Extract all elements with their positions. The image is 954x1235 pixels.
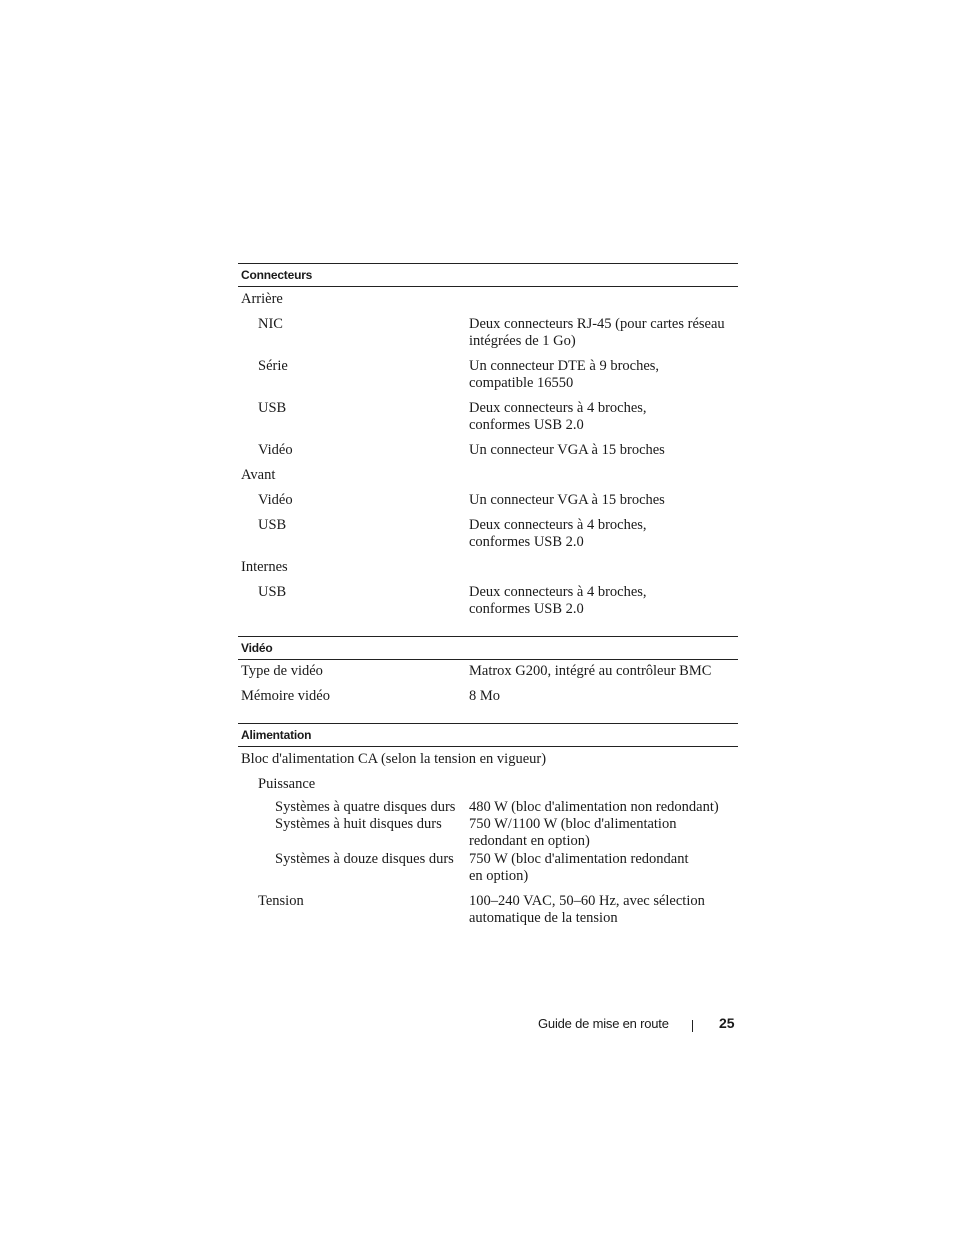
row-label: Systèmes à douze disques durs: [275, 851, 454, 867]
section-heading: Vidéo: [238, 636, 738, 660]
row-label: Arrière: [241, 291, 283, 307]
row-label: Systèmes à quatre disques durs: [275, 799, 456, 815]
row-label: Mémoire vidéo: [241, 688, 330, 704]
row-value: 8 Mo: [469, 688, 501, 704]
row-label: Avant: [241, 467, 276, 483]
row-label: Type de vidéo: [241, 663, 323, 679]
row-value: Deux connecteurs à 4 broches, conformes USB 2.0: [469, 517, 647, 550]
row-value: Matrox G200, intégré au contrôleur BMC: [469, 663, 712, 679]
row-label: Systèmes à huit disques durs: [275, 816, 442, 832]
row-value: 750 W/1100 W (bloc d'alimentation redondant en option): [469, 816, 677, 849]
row-label: Puissance: [258, 776, 316, 792]
row-value: 750 W (bloc d'alimentation redondant en option): [469, 851, 689, 884]
page-footer: [0, 1015, 954, 1035]
row-value: Deux connecteurs RJ-45 (pour cartes réseau intégrées de 1 Go): [469, 316, 725, 349]
section-heading: Connecteurs: [238, 263, 738, 287]
row-label: Internes: [241, 559, 288, 575]
row-value: Un connecteur VGA à 15 broches: [469, 492, 665, 508]
video-section: [238, 636, 738, 704]
row-value: Un connecteur VGA à 15 broches: [469, 442, 665, 458]
row-label: Bloc d'alimentation CA (selon la tension en vigueur): [241, 751, 547, 767]
row-value: 480 W (bloc d'alimentation non redondant): [469, 799, 719, 815]
row-label: USB: [258, 400, 287, 416]
row-value: Un connecteur DTE à 9 broches, compatible 16550: [469, 358, 660, 391]
footer-separator: [692, 1020, 693, 1032]
footer-guide-title: Guide de mise en route: [538, 1016, 669, 1031]
row-label: Vidéo: [258, 442, 293, 458]
row-value: Deux connecteurs à 4 broches, conformes USB 2.0: [469, 400, 647, 433]
alimentation-section: [238, 723, 738, 926]
row-value: 100–240 VAC, 50–60 Hz, avec sélection automatique de la tension: [469, 893, 705, 926]
row-label: Tension: [258, 893, 304, 909]
page-number: 25: [719, 1015, 735, 1031]
section-heading: Alimentation: [238, 723, 738, 747]
row-value: Deux connecteurs à 4 broches, conformes USB 2.0: [469, 584, 647, 617]
connecteurs-section: [238, 263, 738, 617]
row-label: USB: [258, 584, 287, 600]
row-label: USB: [258, 517, 287, 533]
row-label: Vidéo: [258, 492, 293, 508]
row-label: Série: [258, 358, 288, 374]
row-label: NIC: [258, 316, 283, 332]
